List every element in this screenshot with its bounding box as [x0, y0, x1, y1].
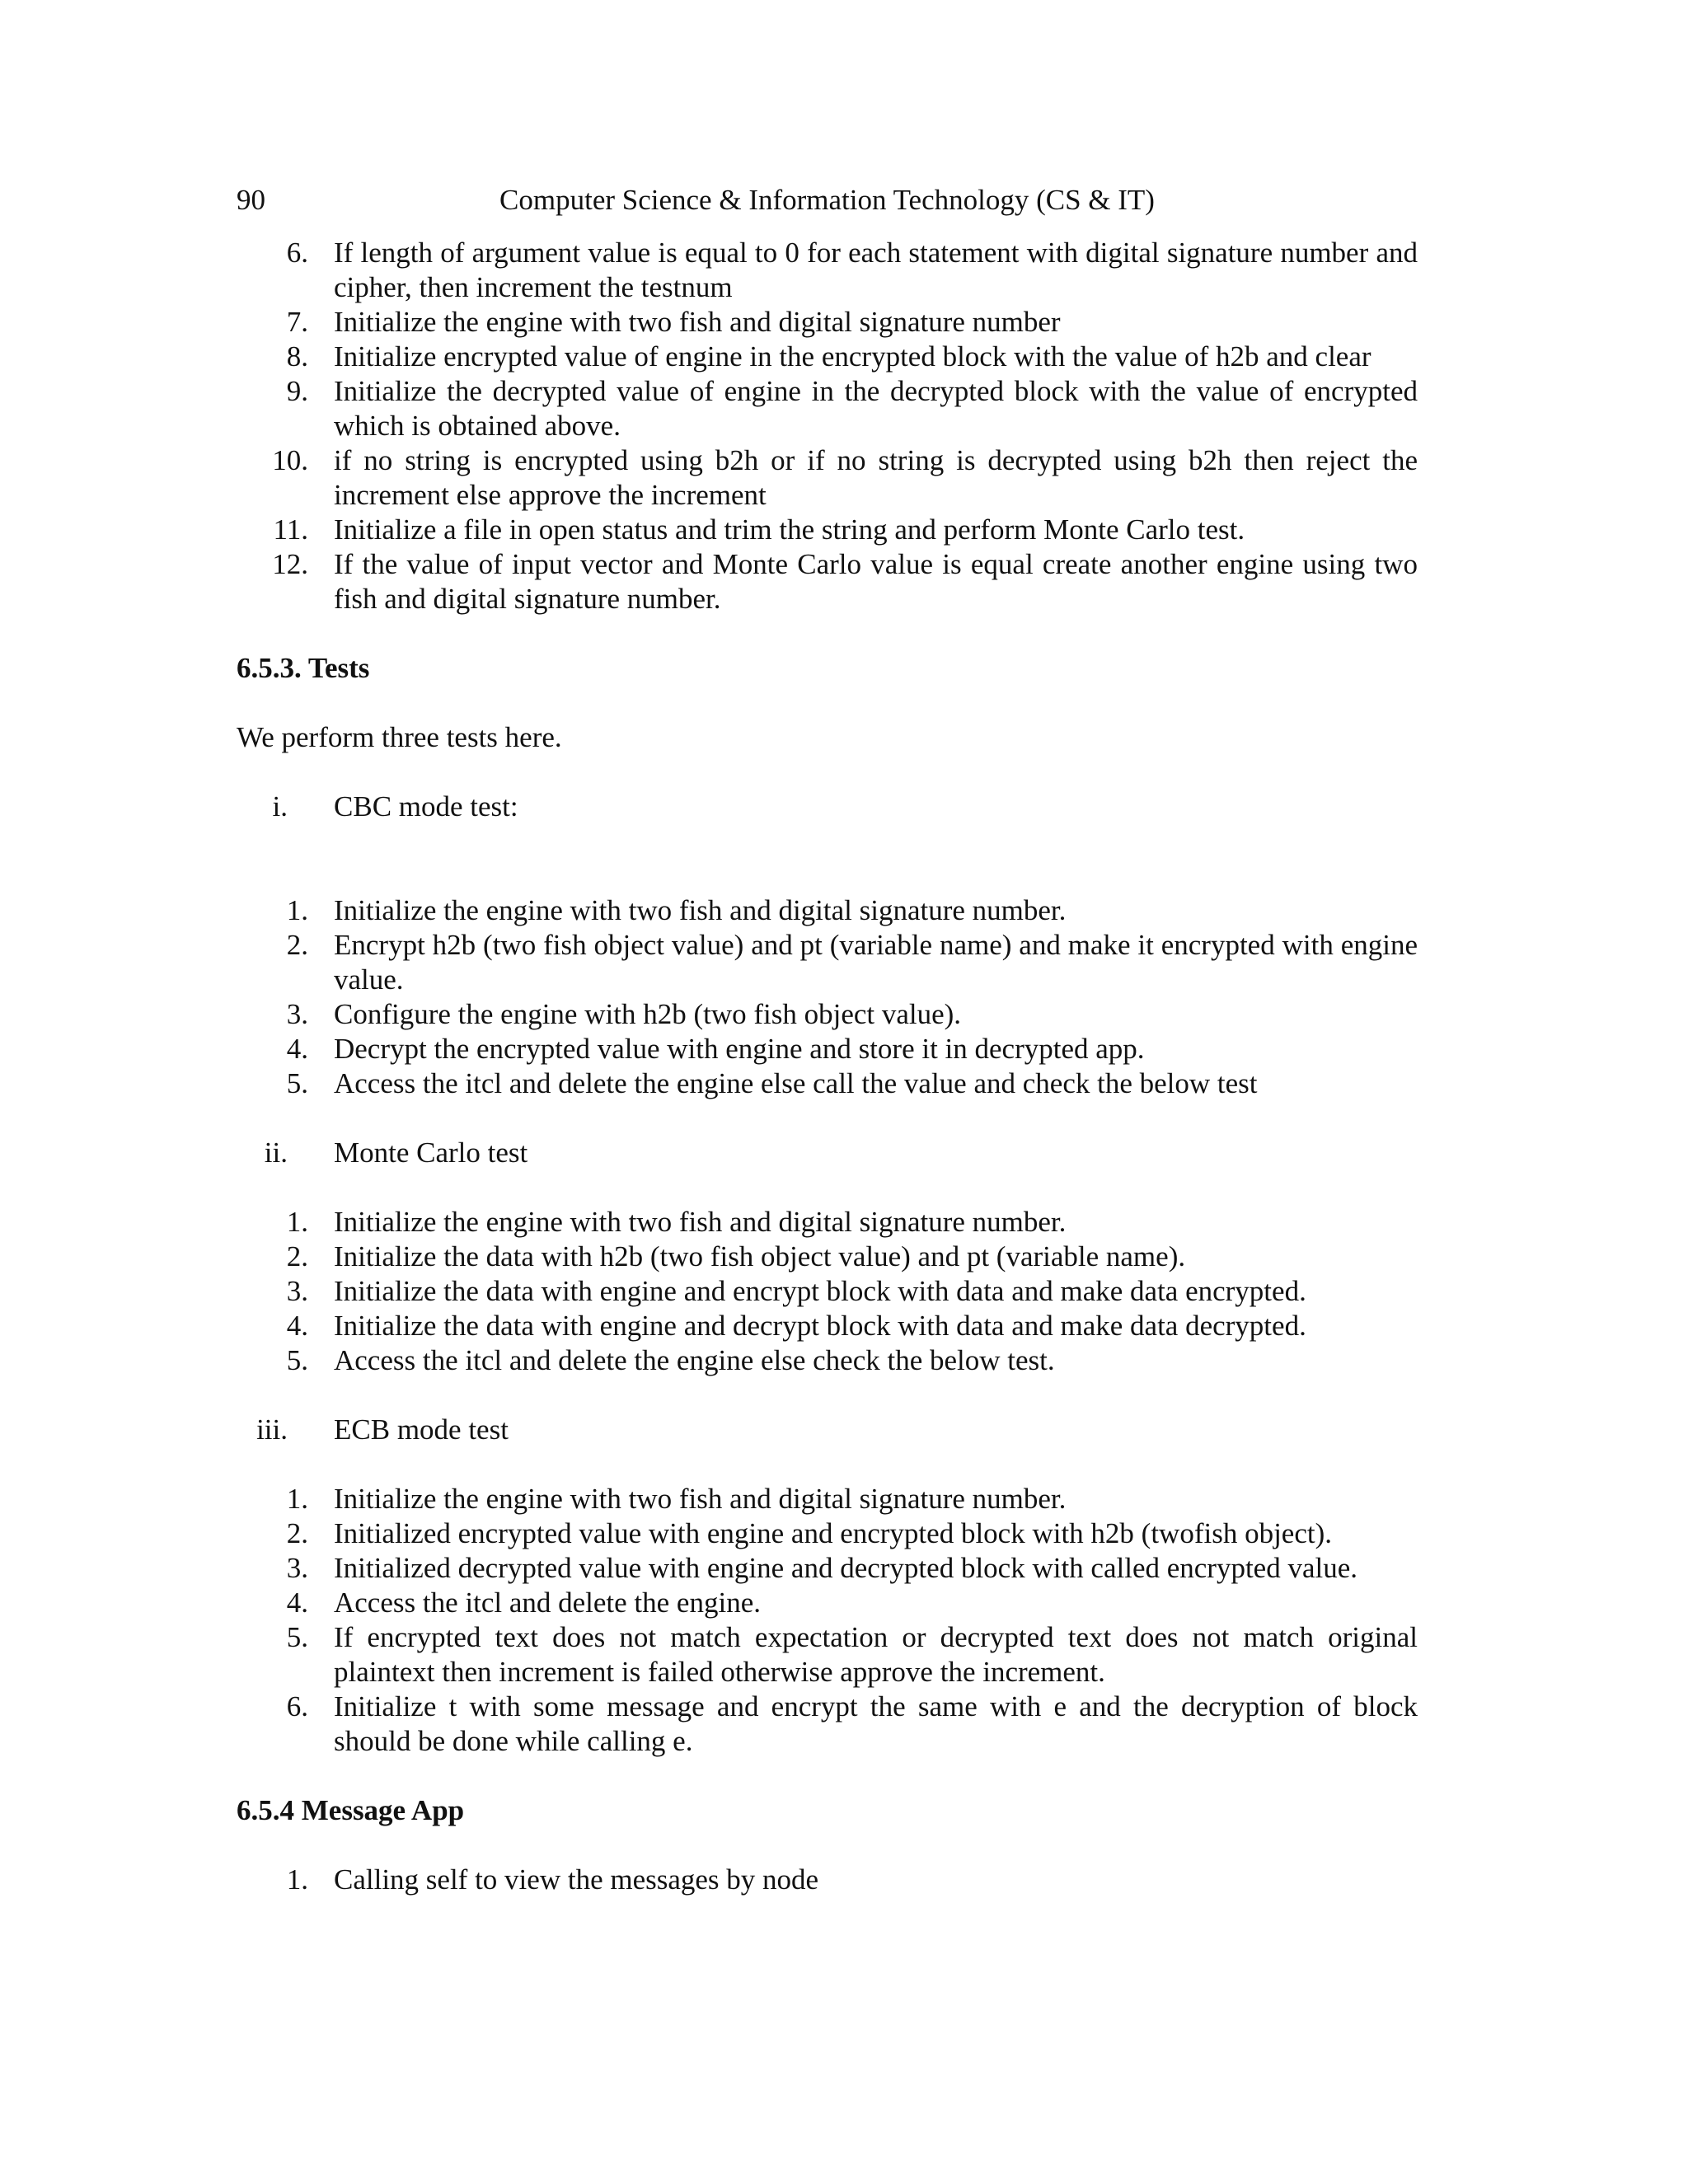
- monte-carlo-steps: [237, 1205, 1418, 1378]
- list-text: Initialize the data with engine and encrypt block with data and make data encrypted.: [334, 1275, 1306, 1307]
- list-number: 4.: [286, 1033, 308, 1065]
- list-item: [237, 1586, 1418, 1620]
- page-number: 90: [237, 184, 265, 216]
- spacer: [237, 1828, 1418, 1863]
- list-item: [237, 513, 1418, 547]
- list-text: Initialize the engine with two fish and digital signature number.: [334, 1206, 1067, 1238]
- list-text: Initialize encrypted value of engine in the encrypted block with the value of h2b and clear: [334, 340, 1372, 373]
- spacer: [237, 616, 1418, 651]
- section-intro: We perform three tests here.: [237, 721, 562, 753]
- running-title: Computer Science & Information Technology (CS & IT): [499, 184, 1155, 216]
- list-text: If the value of input vector and Monte Carlo value is equal create another engine using two fish and digital signature number.: [334, 548, 1418, 615]
- list-text: Initialize the engine with two fish and digital signature number: [334, 306, 1061, 338]
- roman-number: iii.: [256, 1413, 288, 1446]
- list-text: Initialize t with some message and encrypt the same with e and the decryption of block should be done while calling e.: [334, 1690, 1418, 1757]
- list-text: Initialize the engine with two fish and digital signature number.: [334, 894, 1067, 926]
- ecb-steps: [237, 1482, 1418, 1759]
- list-number: 2.: [286, 929, 308, 961]
- list-number: 5.: [286, 1621, 308, 1653]
- list-item: [237, 305, 1418, 340]
- spacer: [237, 1101, 1418, 1136]
- list-item: [237, 443, 1418, 513]
- list-item: [237, 1620, 1418, 1690]
- page-content: [237, 236, 1418, 1897]
- list-text: Access the itcl and delete the engine.: [334, 1586, 761, 1619]
- list-text: Initialized encrypted value with engine and encrypted block with h2b (twofish object).: [334, 1517, 1333, 1549]
- list-item: [237, 1482, 1418, 1516]
- test-title: Monte Carlo test: [334, 1137, 528, 1169]
- list-item: [237, 1240, 1418, 1274]
- section-heading-tests: 6.5.3. Tests: [237, 652, 370, 684]
- list-number: 1.: [286, 894, 308, 926]
- list-item: [237, 928, 1418, 997]
- list-number: 6.: [286, 237, 308, 269]
- list-item: [237, 1066, 1418, 1101]
- list-text: Access the itcl and delete the engine else call the value and check the below test: [334, 1067, 1258, 1099]
- list-item: [237, 1516, 1418, 1551]
- list-item: [237, 1274, 1418, 1309]
- list-item: [237, 1205, 1418, 1240]
- list-text: Access the itcl and delete the engine else check the below test.: [334, 1344, 1055, 1376]
- list-text: if no string is encrypted using b2h or if no string is decrypted using b2h then reject the increment else approve the increment: [334, 444, 1418, 511]
- cbc-steps: [237, 893, 1418, 1101]
- list-item: [237, 547, 1418, 616]
- list-number: 1.: [286, 1863, 308, 1896]
- list-item: [237, 236, 1418, 305]
- list-item: [237, 1032, 1418, 1066]
- list-item: [237, 997, 1418, 1032]
- page-header: [237, 183, 1418, 218]
- spacer: [237, 686, 1418, 720]
- list-number: 2.: [286, 1517, 308, 1549]
- roman-number: ii.: [264, 1137, 288, 1169]
- test-title-cbc: [237, 790, 1418, 824]
- list-number: 8.: [286, 340, 308, 373]
- list-item: [237, 893, 1418, 928]
- message-app-steps: [237, 1863, 1418, 1897]
- spacer: [237, 1170, 1418, 1205]
- list-item: [237, 340, 1418, 374]
- list-item: [237, 1343, 1418, 1378]
- list-item: [237, 1551, 1418, 1586]
- list-text: Initialize the data with engine and decrypt block with data and make data decrypted.: [334, 1310, 1306, 1342]
- section-heading-message-app: 6.5.4 Message App: [237, 1794, 465, 1826]
- list-text: Encrypt h2b (two fish object value) and pt (variable name) and make it encrypted with engine value.: [334, 929, 1418, 996]
- list-item: [237, 374, 1418, 443]
- list-text: Initialize the decrypted value of engine in the decrypted block with the value of encrypted which is obtained above.: [334, 375, 1418, 442]
- list-number: 4.: [286, 1310, 308, 1342]
- list-text: Decrypt the encrypted value with engine and store it in decrypted app.: [334, 1033, 1145, 1065]
- list-number: 3.: [286, 1552, 308, 1584]
- list-text: Initialize the engine with two fish and digital signature number.: [334, 1483, 1067, 1515]
- list-number: 2.: [286, 1240, 308, 1272]
- list-number: 11.: [273, 513, 308, 546]
- roman-number: i.: [272, 790, 288, 823]
- list-text: Initialize a file in open status and trim the string and perform Monte Carlo test.: [334, 513, 1245, 546]
- list-number: 10.: [272, 444, 308, 476]
- list-number: 5.: [286, 1067, 308, 1099]
- spacer: [237, 1447, 1418, 1482]
- list-number: 4.: [286, 1586, 308, 1619]
- list-number: 5.: [286, 1344, 308, 1376]
- continued-list: [237, 236, 1418, 616]
- list-number: 9.: [286, 375, 308, 407]
- list-item: [237, 1309, 1418, 1343]
- spacer: [237, 824, 1418, 893]
- list-text: Configure the engine with h2b (two fish object value).: [334, 998, 962, 1030]
- test-title: CBC mode test:: [334, 790, 518, 823]
- list-text: If length of argument value is equal to 0 for each statement with digital signature number and cipher, then increment the testnum: [334, 237, 1418, 303]
- list-number: 6.: [286, 1690, 308, 1722]
- list-text: Initialize the data with h2b (two fish object value) and pt (variable name).: [334, 1240, 1186, 1272]
- list-number: 1.: [286, 1206, 308, 1238]
- test-title: ECB mode test: [334, 1413, 509, 1446]
- list-number: 3.: [286, 1275, 308, 1307]
- list-number: 7.: [286, 306, 308, 338]
- list-item: [237, 1863, 1418, 1897]
- test-title-monte-carlo: [237, 1136, 1418, 1170]
- spacer: [237, 755, 1418, 790]
- list-number: 12.: [272, 548, 308, 580]
- list-number: 3.: [286, 998, 308, 1030]
- list-item: [237, 1690, 1418, 1759]
- list-text: Initialized decrypted value with engine and decrypted block with called encrypted value.: [334, 1552, 1358, 1584]
- list-text: Calling self to view the messages by node: [334, 1863, 819, 1896]
- spacer: [237, 1759, 1418, 1793]
- list-number: 1.: [286, 1483, 308, 1515]
- spacer: [237, 1378, 1418, 1413]
- test-title-ecb: [237, 1413, 1418, 1447]
- list-text: If encrypted text does not match expectation or decrypted text does not match original plaintext then increment is failed otherwise approve the increment.: [334, 1621, 1418, 1688]
